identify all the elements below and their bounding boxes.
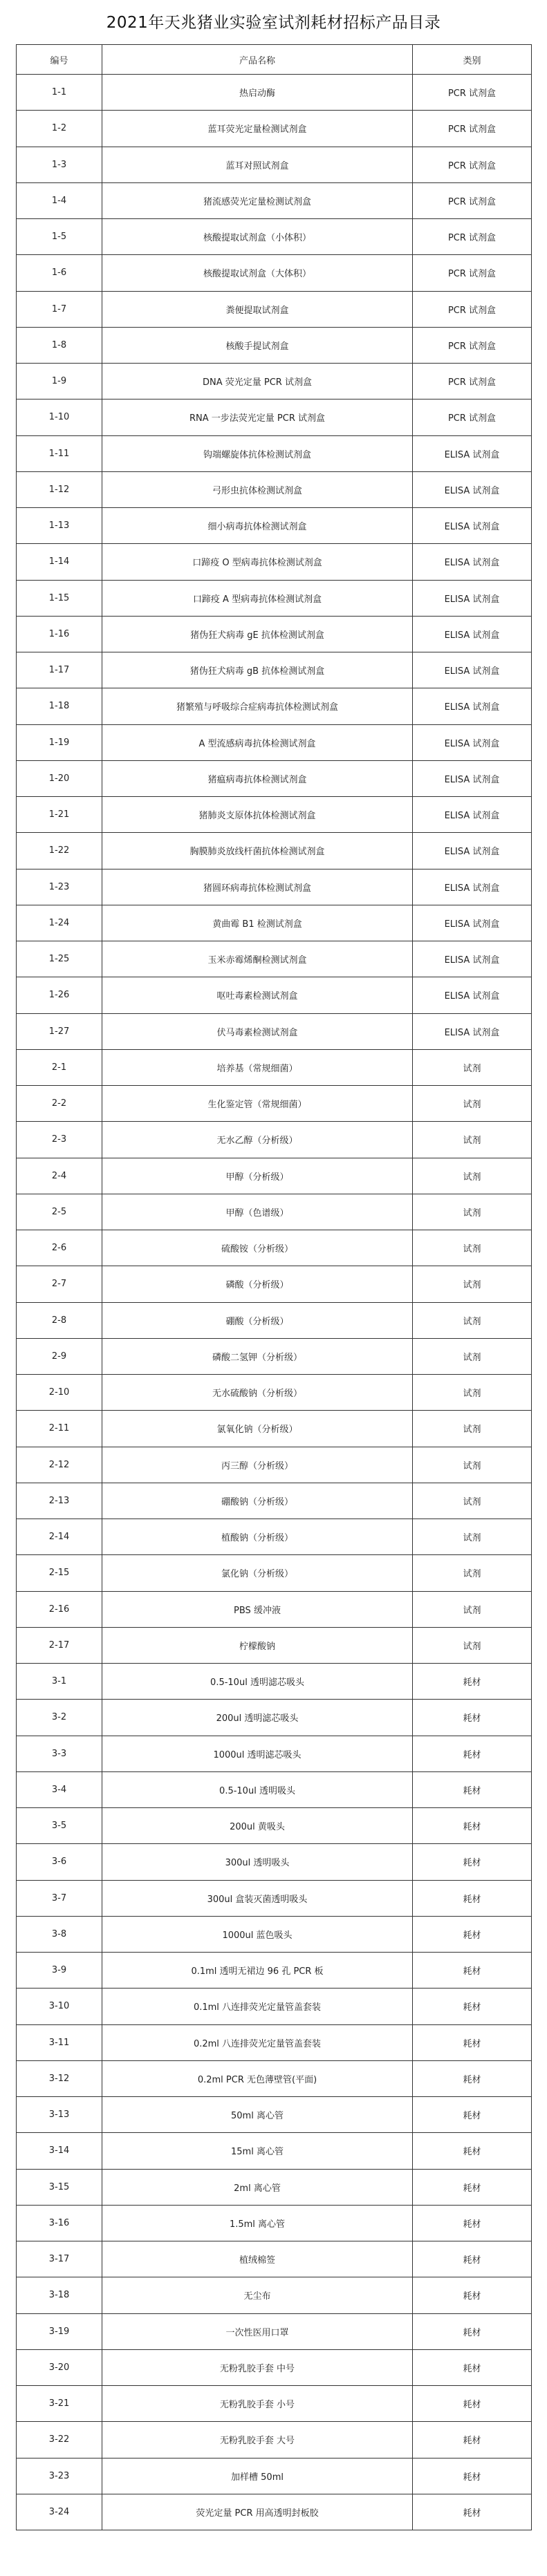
item-number: 1-15 xyxy=(17,580,102,616)
product-name: 猪圆环病毒抗体检测试剂盒 xyxy=(102,869,413,905)
product-name: 蓝耳对照试剂盒 xyxy=(102,147,413,182)
product-name: 硫酸铵（分析级） xyxy=(102,1230,413,1266)
table-row xyxy=(17,1447,532,1483)
product-name: 培养基（常规细菌） xyxy=(102,1049,413,1085)
item-number: 2-15 xyxy=(17,1555,102,1591)
category: ELISA 试剂盒 xyxy=(413,724,532,760)
category: 试剂 xyxy=(413,1086,532,1122)
product-name: 200ul 透明滤芯吸头 xyxy=(102,1700,413,1736)
table-row xyxy=(17,652,532,688)
item-number: 2-5 xyxy=(17,1194,102,1230)
product-name: 300ul 盒装灭菌透明吸头 xyxy=(102,1880,413,1916)
product-name: 无尘布 xyxy=(102,2277,413,2313)
category: PCR 试剂盒 xyxy=(413,111,532,147)
table-row xyxy=(17,219,532,255)
product-name: 1.5ml 离心管 xyxy=(102,2205,413,2241)
item-number: 2-7 xyxy=(17,1266,102,1302)
table-row xyxy=(17,760,532,796)
product-name: 柠檬酸钠 xyxy=(102,1627,413,1663)
product-name: 猪伪狂犬病毒 gE 抗体检测试剂盒 xyxy=(102,616,413,652)
category: 试剂 xyxy=(413,1375,532,1411)
category: PCR 试剂盒 xyxy=(413,291,532,327)
product-name: 黄曲霉 B1 检测试剂盒 xyxy=(102,905,413,941)
product-name: 无水硫酸钠（分析级） xyxy=(102,1375,413,1411)
table-row xyxy=(17,75,532,111)
category: 试剂 xyxy=(413,1447,532,1483)
category: ELISA 试剂盒 xyxy=(413,869,532,905)
table-row xyxy=(17,1916,532,1952)
item-number: 3-23 xyxy=(17,2458,102,2494)
product-name: 甲醇（色谱级） xyxy=(102,1194,413,1230)
table-row xyxy=(17,905,532,941)
category: 耗材 xyxy=(413,1736,532,1771)
category: ELISA 试剂盒 xyxy=(413,580,532,616)
item-number: 1-2 xyxy=(17,111,102,147)
product-name: 生化鉴定管（常规细菌） xyxy=(102,1086,413,1122)
product-name: 50ml 离心管 xyxy=(102,2097,413,2133)
product-name: 300ul 透明吸头 xyxy=(102,1844,413,1880)
product-catalog-table xyxy=(16,44,532,2530)
table-row xyxy=(17,471,532,507)
category: PCR 试剂盒 xyxy=(413,75,532,111)
item-number: 2-13 xyxy=(17,1483,102,1519)
table-row xyxy=(17,2458,532,2494)
item-number: 1-12 xyxy=(17,471,102,507)
item-number: 1-9 xyxy=(17,364,102,399)
category: ELISA 试剂盒 xyxy=(413,471,532,507)
table-row xyxy=(17,111,532,147)
table-row xyxy=(17,1880,532,1916)
table-row xyxy=(17,1736,532,1771)
table-row xyxy=(17,291,532,327)
product-name: 胸膜肺炎放线杆菌抗体检测试剂盒 xyxy=(102,833,413,869)
item-number: 3-24 xyxy=(17,2494,102,2530)
table-row xyxy=(17,2494,532,2530)
category: 耗材 xyxy=(413,1771,532,1807)
category: ELISA 试剂盒 xyxy=(413,833,532,869)
category: PCR 试剂盒 xyxy=(413,147,532,182)
item-number: 3-14 xyxy=(17,2133,102,2169)
item-number: 1-25 xyxy=(17,941,102,977)
category: ELISA 试剂盒 xyxy=(413,508,532,544)
category: 试剂 xyxy=(413,1519,532,1555)
item-number: 2-17 xyxy=(17,1627,102,1663)
product-name: 1000ul 透明滤芯吸头 xyxy=(102,1736,413,1771)
table-row xyxy=(17,1086,532,1122)
product-name: 呕吐毒素检测试剂盒 xyxy=(102,977,413,1013)
category: 耗材 xyxy=(413,1664,532,1700)
category: 耗材 xyxy=(413,2313,532,2349)
item-number: 2-6 xyxy=(17,1230,102,1266)
item-number: 2-12 xyxy=(17,1447,102,1483)
category: 耗材 xyxy=(413,2097,532,2133)
category: 耗材 xyxy=(413,2386,532,2422)
item-number: 1-11 xyxy=(17,435,102,471)
table-row xyxy=(17,1338,532,1374)
product-name: 细小病毒抗体检测试剂盒 xyxy=(102,508,413,544)
category: 耗材 xyxy=(413,2024,532,2060)
table-row xyxy=(17,1555,532,1591)
category: ELISA 试剂盒 xyxy=(413,435,532,471)
product-name: 核酸提取试剂盒（大体积） xyxy=(102,255,413,291)
item-number: 1-10 xyxy=(17,399,102,435)
table-row xyxy=(17,1483,532,1519)
item-number: 2-4 xyxy=(17,1158,102,1194)
item-number: 3-10 xyxy=(17,1989,102,2024)
table-row xyxy=(17,797,532,833)
table-row xyxy=(17,2241,532,2277)
product-name: 硼酸（分析级） xyxy=(102,1302,413,1338)
category: 耗材 xyxy=(413,2241,532,2277)
category: ELISA 试剂盒 xyxy=(413,544,532,580)
item-number: 1-14 xyxy=(17,544,102,580)
category: 试剂 xyxy=(413,1194,532,1230)
table-row xyxy=(17,1771,532,1807)
item-number: 3-12 xyxy=(17,2060,102,2096)
header-category: 类别 xyxy=(413,45,532,75)
category: 耗材 xyxy=(413,2422,532,2458)
product-name: 甲醇（分析级） xyxy=(102,1158,413,1194)
product-name: 核酸手提试剂盒 xyxy=(102,327,413,363)
category: PCR 试剂盒 xyxy=(413,399,532,435)
table-row xyxy=(17,941,532,977)
table-row xyxy=(17,1194,532,1230)
category: 试剂 xyxy=(413,1555,532,1591)
table-header-row xyxy=(17,45,532,75)
category: 耗材 xyxy=(413,2458,532,2494)
product-name: 无粉乳胶手套 中号 xyxy=(102,2349,413,2385)
table-row xyxy=(17,1230,532,1266)
category: 耗材 xyxy=(413,1880,532,1916)
category: ELISA 试剂盒 xyxy=(413,1013,532,1049)
product-name: 0.2ml 八连排荧光定量管盖套装 xyxy=(102,2024,413,2060)
table-row xyxy=(17,977,532,1013)
header-number: 编号 xyxy=(17,45,102,75)
item-number: 1-16 xyxy=(17,616,102,652)
page-title: 2021年天兆猪业实验室试剂耗材招标产品目录 xyxy=(106,14,441,32)
item-number: 1-3 xyxy=(17,147,102,182)
item-number: 1-8 xyxy=(17,327,102,363)
product-name: 钩端螺旋体抗体检测试剂盒 xyxy=(102,435,413,471)
item-number: 1-17 xyxy=(17,652,102,688)
table-row xyxy=(17,1808,532,1844)
table-row xyxy=(17,2024,532,2060)
product-name: 弓形虫抗体检测试剂盒 xyxy=(102,471,413,507)
product-name: 加样槽 50ml xyxy=(102,2458,413,2494)
product-name: 无粉乳胶手套 大号 xyxy=(102,2422,413,2458)
item-number: 2-11 xyxy=(17,1411,102,1447)
item-number: 2-14 xyxy=(17,1519,102,1555)
product-name: 丙三醇（分析级） xyxy=(102,1447,413,1483)
item-number: 1-22 xyxy=(17,833,102,869)
product-name: 硼酸钠（分析级） xyxy=(102,1483,413,1519)
item-number: 1-13 xyxy=(17,508,102,544)
header-product-name: 产品名称 xyxy=(102,45,413,75)
item-number: 1-27 xyxy=(17,1013,102,1049)
product-name: 荧光定量 PCR 用高透明封板胶 xyxy=(102,2494,413,2530)
category: 试剂 xyxy=(413,1266,532,1302)
category: ELISA 试剂盒 xyxy=(413,616,532,652)
item-number: 2-10 xyxy=(17,1375,102,1411)
item-number: 3-5 xyxy=(17,1808,102,1844)
table-row xyxy=(17,2097,532,2133)
table-row xyxy=(17,508,532,544)
product-name: DNA 荧光定量 PCR 试剂盒 xyxy=(102,364,413,399)
table-row xyxy=(17,616,532,652)
table-row xyxy=(17,2422,532,2458)
category: 耗材 xyxy=(413,1808,532,1844)
product-name: A 型流感病毒抗体检测试剂盒 xyxy=(102,724,413,760)
table-row xyxy=(17,544,532,580)
product-name: 伏马毒素检测试剂盒 xyxy=(102,1013,413,1049)
product-name: 猪瘟病毒抗体检测试剂盒 xyxy=(102,760,413,796)
table-row xyxy=(17,1158,532,1194)
table-row xyxy=(17,327,532,363)
table-row xyxy=(17,580,532,616)
item-number: 2-16 xyxy=(17,1591,102,1627)
category: 试剂 xyxy=(413,1230,532,1266)
item-number: 3-21 xyxy=(17,2386,102,2422)
product-name: 一次性医用口罩 xyxy=(102,2313,413,2349)
item-number: 3-3 xyxy=(17,1736,102,1771)
table-row xyxy=(17,1302,532,1338)
table-row xyxy=(17,688,532,724)
product-name: 猪伪狂犬病毒 gB 抗体检测试剂盒 xyxy=(102,652,413,688)
product-name: 蓝耳荧光定量检测试剂盒 xyxy=(102,111,413,147)
item-number: 2-9 xyxy=(17,1338,102,1374)
category: ELISA 试剂盒 xyxy=(413,905,532,941)
product-name: 0.1ml 八连排荧光定量管盖套装 xyxy=(102,1989,413,2024)
category: 耗材 xyxy=(413,1989,532,2024)
table-row xyxy=(17,1519,532,1555)
table-row xyxy=(17,1664,532,1700)
table-row xyxy=(17,1375,532,1411)
item-number: 3-18 xyxy=(17,2277,102,2313)
category: 耗材 xyxy=(413,1916,532,1952)
product-name: 口蹄疫 A 型病毒抗体检测试剂盒 xyxy=(102,580,413,616)
item-number: 3-17 xyxy=(17,2241,102,2277)
category: 耗材 xyxy=(413,1844,532,1880)
item-number: 2-8 xyxy=(17,1302,102,1338)
table-row xyxy=(17,1627,532,1663)
item-number: 1-7 xyxy=(17,291,102,327)
item-number: 1-24 xyxy=(17,905,102,941)
table-row xyxy=(17,724,532,760)
product-name: 无粉乳胶手套 小号 xyxy=(102,2386,413,2422)
category: 试剂 xyxy=(413,1411,532,1447)
table-row xyxy=(17,2313,532,2349)
table-row xyxy=(17,255,532,291)
item-number: 1-5 xyxy=(17,219,102,255)
category: 试剂 xyxy=(413,1483,532,1519)
category: 试剂 xyxy=(413,1302,532,1338)
product-name: 1000ul 蓝色吸头 xyxy=(102,1916,413,1952)
table-row xyxy=(17,1989,532,2024)
product-name: 猪流感荧光定量检测试剂盒 xyxy=(102,182,413,218)
product-name: 粪便提取试剂盒 xyxy=(102,291,413,327)
item-number: 1-20 xyxy=(17,760,102,796)
item-number: 3-22 xyxy=(17,2422,102,2458)
item-number: 3-20 xyxy=(17,2349,102,2385)
product-name: 磷酸（分析级） xyxy=(102,1266,413,1302)
product-name: 氯化钠（分析级） xyxy=(102,1555,413,1591)
product-name: PBS 缓冲液 xyxy=(102,1591,413,1627)
item-number: 3-15 xyxy=(17,2169,102,2205)
category: ELISA 试剂盒 xyxy=(413,797,532,833)
item-number: 1-26 xyxy=(17,977,102,1013)
category: 耗材 xyxy=(413,2205,532,2241)
table-row xyxy=(17,1122,532,1158)
product-name: 玉米赤霉烯酮检测试剂盒 xyxy=(102,941,413,977)
product-name: 猪繁殖与呼吸综合症病毒抗体检测试剂盒 xyxy=(102,688,413,724)
product-name: 猪肺炎支原体抗体检测试剂盒 xyxy=(102,797,413,833)
table-row xyxy=(17,1844,532,1880)
category: 耗材 xyxy=(413,2494,532,2530)
item-number: 1-21 xyxy=(17,797,102,833)
table-row xyxy=(17,1049,532,1085)
item-number: 1-4 xyxy=(17,182,102,218)
item-number: 1-1 xyxy=(17,75,102,111)
table-row xyxy=(17,1591,532,1627)
item-number: 1-18 xyxy=(17,688,102,724)
table-row xyxy=(17,147,532,182)
category: PCR 试剂盒 xyxy=(413,182,532,218)
table-row xyxy=(17,399,532,435)
table-row xyxy=(17,1013,532,1049)
item-number: 3-8 xyxy=(17,1916,102,1952)
table-row xyxy=(17,2386,532,2422)
item-number: 2-2 xyxy=(17,1086,102,1122)
product-name: 0.5-10ul 透明滤芯吸头 xyxy=(102,1664,413,1700)
product-name: 0.5-10ul 透明吸头 xyxy=(102,1771,413,1807)
product-name: 植酸钠（分析级） xyxy=(102,1519,413,1555)
table-row xyxy=(17,2060,532,2096)
category: 耗材 xyxy=(413,2277,532,2313)
category: ELISA 试剂盒 xyxy=(413,760,532,796)
category: PCR 试剂盒 xyxy=(413,364,532,399)
table-row xyxy=(17,435,532,471)
category: 耗材 xyxy=(413,2060,532,2096)
table-row xyxy=(17,2277,532,2313)
category: ELISA 试剂盒 xyxy=(413,652,532,688)
item-number: 3-7 xyxy=(17,1880,102,1916)
item-number: 1-23 xyxy=(17,869,102,905)
category: PCR 试剂盒 xyxy=(413,255,532,291)
category: 耗材 xyxy=(413,1953,532,1989)
table-row xyxy=(17,1700,532,1736)
category: 耗材 xyxy=(413,2349,532,2385)
product-name: 0.2ml PCR 无色薄壁管(平面) xyxy=(102,2060,413,2096)
table-row xyxy=(17,833,532,869)
item-number: 2-1 xyxy=(17,1049,102,1085)
category: 试剂 xyxy=(413,1591,532,1627)
table-row xyxy=(17,2349,532,2385)
item-number: 3-9 xyxy=(17,1953,102,1989)
table-row xyxy=(17,2169,532,2205)
item-number: 3-2 xyxy=(17,1700,102,1736)
item-number: 3-16 xyxy=(17,2205,102,2241)
item-number: 3-11 xyxy=(17,2024,102,2060)
product-name: 0.1ml 透明无裙边 96 孔 PCR 板 xyxy=(102,1953,413,1989)
item-number: 3-1 xyxy=(17,1664,102,1700)
category: 耗材 xyxy=(413,1700,532,1736)
category: ELISA 试剂盒 xyxy=(413,977,532,1013)
item-number: 3-6 xyxy=(17,1844,102,1880)
category: 试剂 xyxy=(413,1158,532,1194)
product-name: 核酸提取试剂盒（小体积） xyxy=(102,219,413,255)
product-name: 氯氧化钠（分析级） xyxy=(102,1411,413,1447)
product-name: 无水乙醇（分析级） xyxy=(102,1122,413,1158)
category: 耗材 xyxy=(413,2133,532,2169)
product-name: 热启动酶 xyxy=(102,75,413,111)
table-row xyxy=(17,182,532,218)
item-number: 1-19 xyxy=(17,724,102,760)
table-row xyxy=(17,364,532,399)
item-number: 3-19 xyxy=(17,2313,102,2349)
table-row xyxy=(17,2133,532,2169)
table-row xyxy=(17,1266,532,1302)
product-name: RNA 一步法荧光定量 PCR 试剂盒 xyxy=(102,399,413,435)
category: 耗材 xyxy=(413,2169,532,2205)
category: ELISA 试剂盒 xyxy=(413,688,532,724)
category: PCR 试剂盒 xyxy=(413,327,532,363)
table-row xyxy=(17,869,532,905)
product-name: 磷酸二氢钾（分析级） xyxy=(102,1338,413,1374)
category: 试剂 xyxy=(413,1049,532,1085)
item-number: 2-3 xyxy=(17,1122,102,1158)
table-row xyxy=(17,1953,532,1989)
product-name: 200ul 黄吸头 xyxy=(102,1808,413,1844)
category: 试剂 xyxy=(413,1338,532,1374)
category: 试剂 xyxy=(413,1122,532,1158)
item-number: 1-6 xyxy=(17,255,102,291)
category: 试剂 xyxy=(413,1627,532,1663)
category: ELISA 试剂盒 xyxy=(413,941,532,977)
product-name: 2ml 离心管 xyxy=(102,2169,413,2205)
category: PCR 试剂盒 xyxy=(413,219,532,255)
item-number: 3-4 xyxy=(17,1771,102,1807)
table-row xyxy=(17,1411,532,1447)
product-name: 15ml 离心管 xyxy=(102,2133,413,2169)
product-name: 口蹄疫 O 型病毒抗体检测试剂盒 xyxy=(102,544,413,580)
table-row xyxy=(17,2205,532,2241)
product-name: 植绒棉签 xyxy=(102,2241,413,2277)
item-number: 3-13 xyxy=(17,2097,102,2133)
